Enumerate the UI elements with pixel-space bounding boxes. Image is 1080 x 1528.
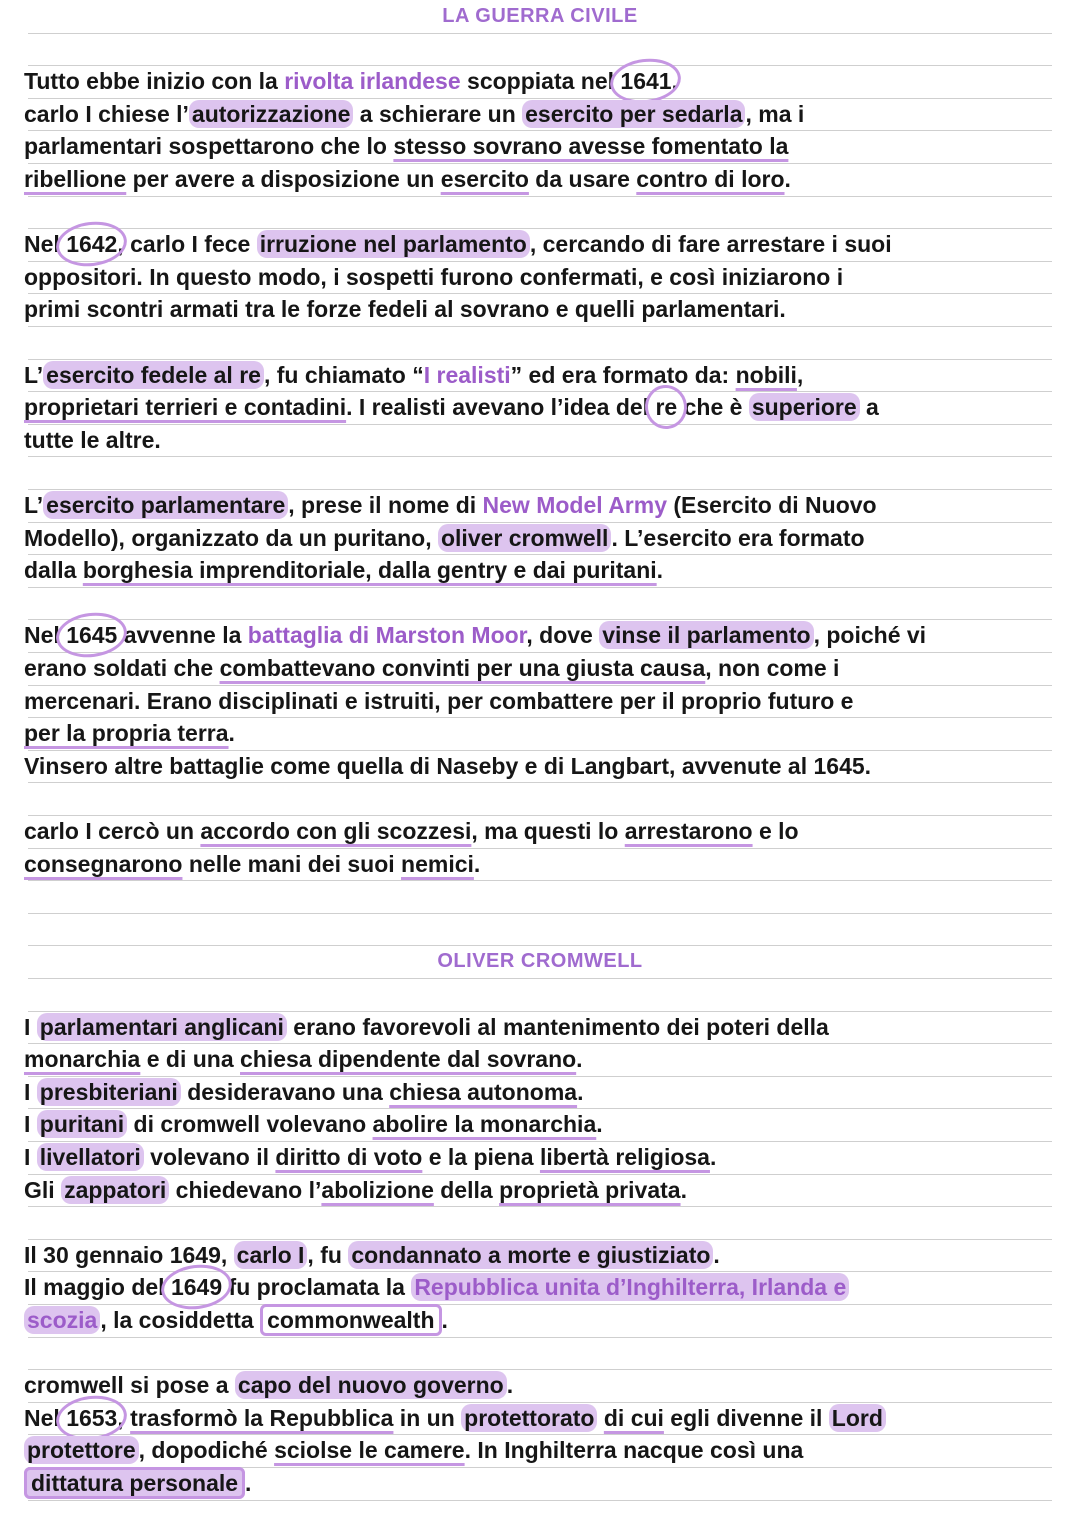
underlined-term: chiesa autonoma [389, 1078, 578, 1105]
text-run: I [24, 1013, 37, 1040]
text-line [24, 750, 871, 783]
text-run: I [24, 1111, 37, 1138]
text-run: e la piena [422, 1144, 540, 1170]
ruled-line [28, 880, 1052, 881]
circled-term: 1642 [66, 231, 118, 258]
text-run: Il maggio del [24, 1274, 171, 1301]
highlighted-term: oliver cromwell [438, 524, 611, 552]
text-run: . [596, 1111, 603, 1138]
text-run: chiedevano l’ [169, 1176, 322, 1203]
text-run: . [576, 1046, 583, 1073]
text-run: parlamentari sospettarono che lo [24, 133, 394, 160]
text-line [24, 1402, 886, 1435]
highlighted-term: zappatori [61, 1176, 169, 1204]
highlighted-term: parlamentari anglicani [37, 1013, 287, 1041]
text-line [24, 1467, 251, 1500]
highlighted-purple-term: Repubblica unita d’Inghilterra, Irlanda e [411, 1273, 849, 1301]
ruled-line [28, 456, 1052, 457]
underlined-term: proprietà privata [499, 1176, 681, 1203]
text-run: , carlo I fece [117, 231, 257, 258]
text-run: Modello), organizzato da un puritano, [24, 524, 438, 551]
text-run: , ma questi lo [471, 818, 625, 844]
text-line [24, 424, 161, 457]
text-line [24, 1108, 603, 1141]
highlighted-term: capo del nuovo governo [235, 1371, 507, 1399]
underlined-term: chiesa dipendente dal sovrano [240, 1046, 577, 1073]
text-line [24, 1434, 803, 1467]
text-run: erano soldati che [24, 655, 220, 681]
text-run: Il 30 gennaio 1649, [24, 1241, 234, 1268]
highlighted-term: protettore [24, 1436, 139, 1464]
text-run: egli divenne il [663, 1404, 829, 1431]
boxed-highlighted-term: dittatura personale [24, 1467, 245, 1499]
text-run: . [671, 68, 678, 95]
underlined-term: sciolse le camere [274, 1437, 465, 1464]
ruled-line [28, 978, 1052, 979]
text-line [24, 1043, 583, 1076]
text-run: , dove [526, 622, 600, 649]
text-run: Nel [24, 1404, 67, 1431]
text-line [24, 1076, 583, 1109]
text-run: erano favorevoli al mantenimento dei poteri della [286, 1013, 829, 1040]
highlighted-term: protettorato [461, 1404, 597, 1432]
text-run: della [433, 1176, 500, 1203]
purple-term: I realisti [423, 361, 511, 388]
highlighted-term: esercito fedele al re [43, 361, 264, 389]
underlined-term: di cui [603, 1404, 664, 1431]
text-run: , fu chiamato “ [263, 361, 424, 388]
text-run: di cromwell volevano [127, 1111, 373, 1138]
text-run: , la cosiddetta [100, 1307, 261, 1333]
ruled-line [28, 782, 1052, 783]
text-run: , [796, 361, 804, 388]
text-run: . L’esercito era formato [611, 524, 865, 551]
text-run: , poiché vi [813, 622, 927, 649]
highlighted-term: irruzione nel parlamento [257, 230, 530, 258]
text-line [24, 98, 804, 131]
text-run: . [441, 1307, 448, 1333]
text-run: (Esercito di Nuovo [667, 492, 877, 518]
text-line [24, 489, 877, 522]
underlined-term: proprietari terrieri e contadini [24, 394, 347, 421]
text-line [24, 815, 799, 848]
text-run: , [117, 1404, 131, 1431]
purple-term: battaglia di Marston Moor [247, 622, 527, 649]
text-run: nelle mani dei suoi [182, 850, 402, 877]
text-run: . [506, 1372, 514, 1399]
highlighted-term: livellatori [37, 1143, 144, 1171]
highlighted-term: autorizzazione [189, 100, 353, 128]
text-line [24, 130, 788, 163]
ruled-line [28, 1206, 1052, 1207]
underlined-term: libertà religiosa [539, 1144, 710, 1170]
underlined-term: abolire la monarchia [372, 1111, 597, 1138]
underlined-term: stesso sovrano avesse fomentato la [393, 133, 789, 160]
highlighted-term: presbiteriani [37, 1078, 181, 1106]
text-run: , cercando di fare arrestare i suoi [529, 231, 892, 258]
underlined-term: contro di loro [636, 166, 785, 192]
text-run: I [24, 1078, 37, 1105]
ruled-line [28, 196, 1052, 197]
text-run: per avere a disposizione un [126, 166, 441, 192]
ruled-line [28, 326, 1052, 327]
underlined-term: nobili [735, 361, 797, 388]
text-run: L’ [24, 492, 44, 518]
highlighted-term: puritani [37, 1110, 127, 1138]
text-line [24, 1239, 720, 1272]
text-run: dalla [24, 557, 83, 584]
text-run: , ma i [745, 100, 805, 127]
underlined-term: abolizione [321, 1176, 434, 1203]
highlighted-term: esercito parlamentare [43, 491, 288, 519]
highlighted-purple-term: scozia [24, 1306, 100, 1334]
circled-term: 1645 [66, 622, 118, 649]
text-run: . In Inghilterra nacque così una [464, 1437, 804, 1464]
text-run: desideravano una [180, 1078, 390, 1105]
ruled-line [28, 424, 1052, 425]
circled-term: re [655, 394, 678, 421]
text-run: . [656, 557, 664, 584]
underlined-term: accordo con gli scozzesi [200, 818, 472, 844]
text-run: . [245, 1470, 252, 1496]
text-line [24, 685, 853, 718]
text-run: . [784, 166, 791, 192]
text-run: tutte le altre. [24, 426, 161, 453]
text-line [24, 261, 843, 294]
underlined-term: borghesia imprenditoriale, dalla gentry e dai puritani [82, 557, 657, 584]
text-line [24, 848, 480, 881]
text-line [24, 1011, 829, 1044]
ruled-line [28, 913, 1052, 914]
text-line [24, 65, 678, 98]
ruled-line [28, 1500, 1052, 1501]
text-run: . [709, 1144, 717, 1170]
text-run: e di una [140, 1046, 241, 1073]
text-line [24, 652, 839, 685]
underlined-term: esercito [440, 166, 529, 192]
underlined-term: trasformò la Repubblica [130, 1404, 394, 1431]
text-run: mercenari. Erano disciplinati e istruiti, per combattere per il proprio futuro e [24, 687, 854, 714]
text-line [24, 1304, 448, 1337]
text-run: , dopodiché [138, 1437, 275, 1464]
ruled-line [28, 587, 1052, 588]
text-run: volevano il [143, 1144, 276, 1170]
underlined-term: per la propria terra [24, 720, 229, 747]
highlighted-term: superiore [749, 393, 860, 421]
underlined-term: nemici [401, 850, 474, 877]
text-run: a schierare un [353, 100, 523, 127]
text-run: scoppiata nel [460, 68, 621, 95]
circled-term: 1641 [620, 68, 672, 95]
underlined-term: consegnarono [24, 850, 183, 877]
highlighted-term: condannato a morte e giustiziato [348, 1241, 713, 1269]
text-run: da usare [528, 166, 637, 192]
text-line [24, 163, 791, 196]
text-run: carlo I chiese l’ [24, 100, 189, 127]
text-run: . [228, 720, 235, 747]
text-run: , fu [307, 1241, 349, 1268]
text-run: , non come i [705, 655, 840, 681]
text-run: avvenne la [117, 622, 248, 649]
text-line [24, 522, 865, 555]
text-run: oppositori. In questo modo, i sospetti furono confermati, e così iniziarono i [24, 263, 844, 290]
text-run: . [713, 1241, 720, 1268]
text-run: I [24, 1144, 37, 1170]
highlighted-term: esercito per sedarla [522, 100, 745, 128]
text-line [24, 1141, 716, 1174]
text-run: Vinsero altre battaglie come quella di Naseby e di Langbart, avvenute al 1645. [24, 752, 872, 779]
text-run: carlo I cercò un [24, 818, 201, 844]
text-run: e lo [752, 818, 799, 844]
text-line [24, 717, 235, 750]
section-heading: LA GUERRA CIVILE [442, 5, 638, 27]
text-run: Nel [24, 231, 67, 258]
text-line [24, 554, 663, 587]
text-run: . [473, 850, 481, 877]
text-run: fu proclamata la [222, 1274, 412, 1301]
underlined-term: monarchia [24, 1046, 141, 1073]
text-run: . I realisti avevano l’idea del [346, 394, 656, 421]
text-run: . [577, 1078, 584, 1105]
text-run: . [680, 1176, 687, 1203]
text-run: ” ed era formato da: [510, 361, 736, 388]
text-run: che è [677, 394, 749, 421]
text-line [24, 391, 879, 424]
highlighted-term: carlo I [234, 1241, 308, 1269]
text-line [24, 228, 892, 261]
purple-term: rivolta irlandese [284, 68, 461, 95]
text-run: L’ [24, 361, 44, 388]
text-run: cromwell si pose a [24, 1372, 235, 1399]
circled-term: 1649 [170, 1274, 223, 1301]
text-run: Nel [24, 622, 67, 649]
underlined-term: combattevano convinti per una giusta causa [219, 655, 706, 681]
section-heading: OLIVER CROMWELL [437, 950, 643, 973]
highlighted-term: vinse il parlamento [599, 621, 813, 649]
highlighted-term: Lord [829, 1404, 886, 1432]
ruled-line [28, 33, 1052, 34]
underlined-term: arrestarono [624, 818, 753, 844]
boxed-term: commonwealth [260, 1304, 441, 1336]
underlined-term: diritto di voto [275, 1144, 423, 1170]
text-run: a [859, 394, 879, 421]
ruled-line [28, 1337, 1052, 1338]
text-line [24, 359, 803, 392]
underlined-term: ribellione [24, 166, 127, 192]
text-line [24, 1271, 849, 1304]
text-run: Tutto ebbe inizio con la [24, 68, 285, 95]
purple-term: New Model Army [482, 492, 667, 518]
text-run: , prese il nome di [288, 492, 483, 518]
text-line [24, 1174, 687, 1207]
text-run: primi scontri armati tra le forze fedeli al sovrano e quelli parlamentari. [24, 296, 786, 323]
text-line [24, 619, 926, 652]
text-run: Gli [24, 1176, 62, 1203]
text-run: in un [393, 1404, 462, 1431]
text-line [24, 293, 786, 326]
circled-term: 1653 [66, 1404, 118, 1431]
